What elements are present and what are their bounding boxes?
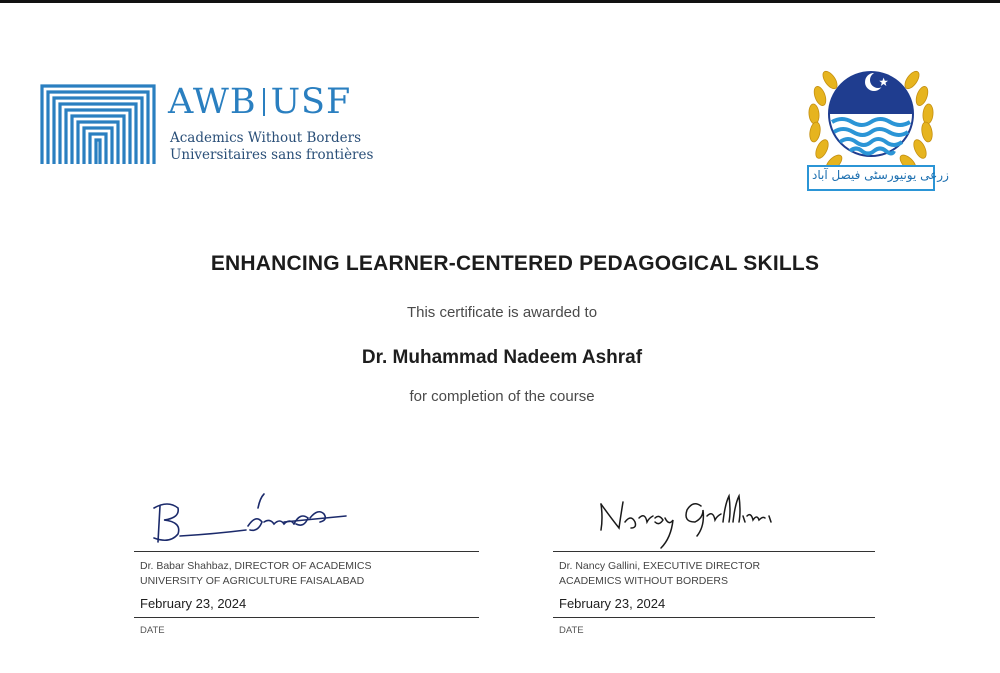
signature-line [134, 551, 479, 552]
awb-wordmark [168, 82, 351, 122]
signer-name-title: Dr. Babar Shahbaz, DIRECTOR OF ACADEMICS [140, 560, 372, 572]
signer-name-title: Dr. Nancy Gallini, EXECUTIVE DIRECTOR [559, 560, 761, 572]
signature-block-executive [553, 478, 875, 648]
awb-tagline-en: Academics Without Borders [170, 130, 362, 146]
signer-details [140, 559, 371, 589]
course-title: ENHANCING LEARNER-CENTERED PEDAGOGICAL SKILLS [210, 252, 820, 275]
uaf-banner-text: زرعی یونیورسٹی فیصل آباد [812, 168, 949, 182]
signature-date: February 23, 2024 [140, 596, 247, 611]
awb-usf-logo [40, 84, 400, 168]
signer-details [559, 559, 760, 589]
signature-image-nancy-gallini [553, 478, 793, 550]
top-border [0, 0, 1000, 3]
date-label: DATE [140, 625, 165, 636]
usf-text: USF [270, 82, 352, 122]
date-label: DATE [559, 625, 584, 636]
awarded-text: This certificate is awarded to [406, 304, 598, 321]
signature-image-babar-shahbaz [134, 478, 374, 550]
signer-organization: ACADEMICS WITHOUT BORDERS [559, 575, 728, 587]
completion-text: for completion of the course [409, 388, 595, 405]
signature-line [553, 551, 875, 552]
signature-block-academics [134, 478, 479, 648]
awb-text: AWB [168, 82, 257, 122]
wordmark-divider [263, 88, 265, 116]
signer-organization: UNIVERSITY OF AGRICULTURE FAISALABAD [140, 575, 365, 587]
date-line [134, 617, 479, 618]
awb-tagline-fr: Universitaires sans frontières [170, 147, 374, 163]
awb-emblem-icon [40, 84, 156, 164]
date-line [553, 617, 875, 618]
signature-date: February 23, 2024 [559, 596, 666, 611]
recipient-name: Dr. Muhammad Nadeem Ashraf [361, 347, 643, 368]
